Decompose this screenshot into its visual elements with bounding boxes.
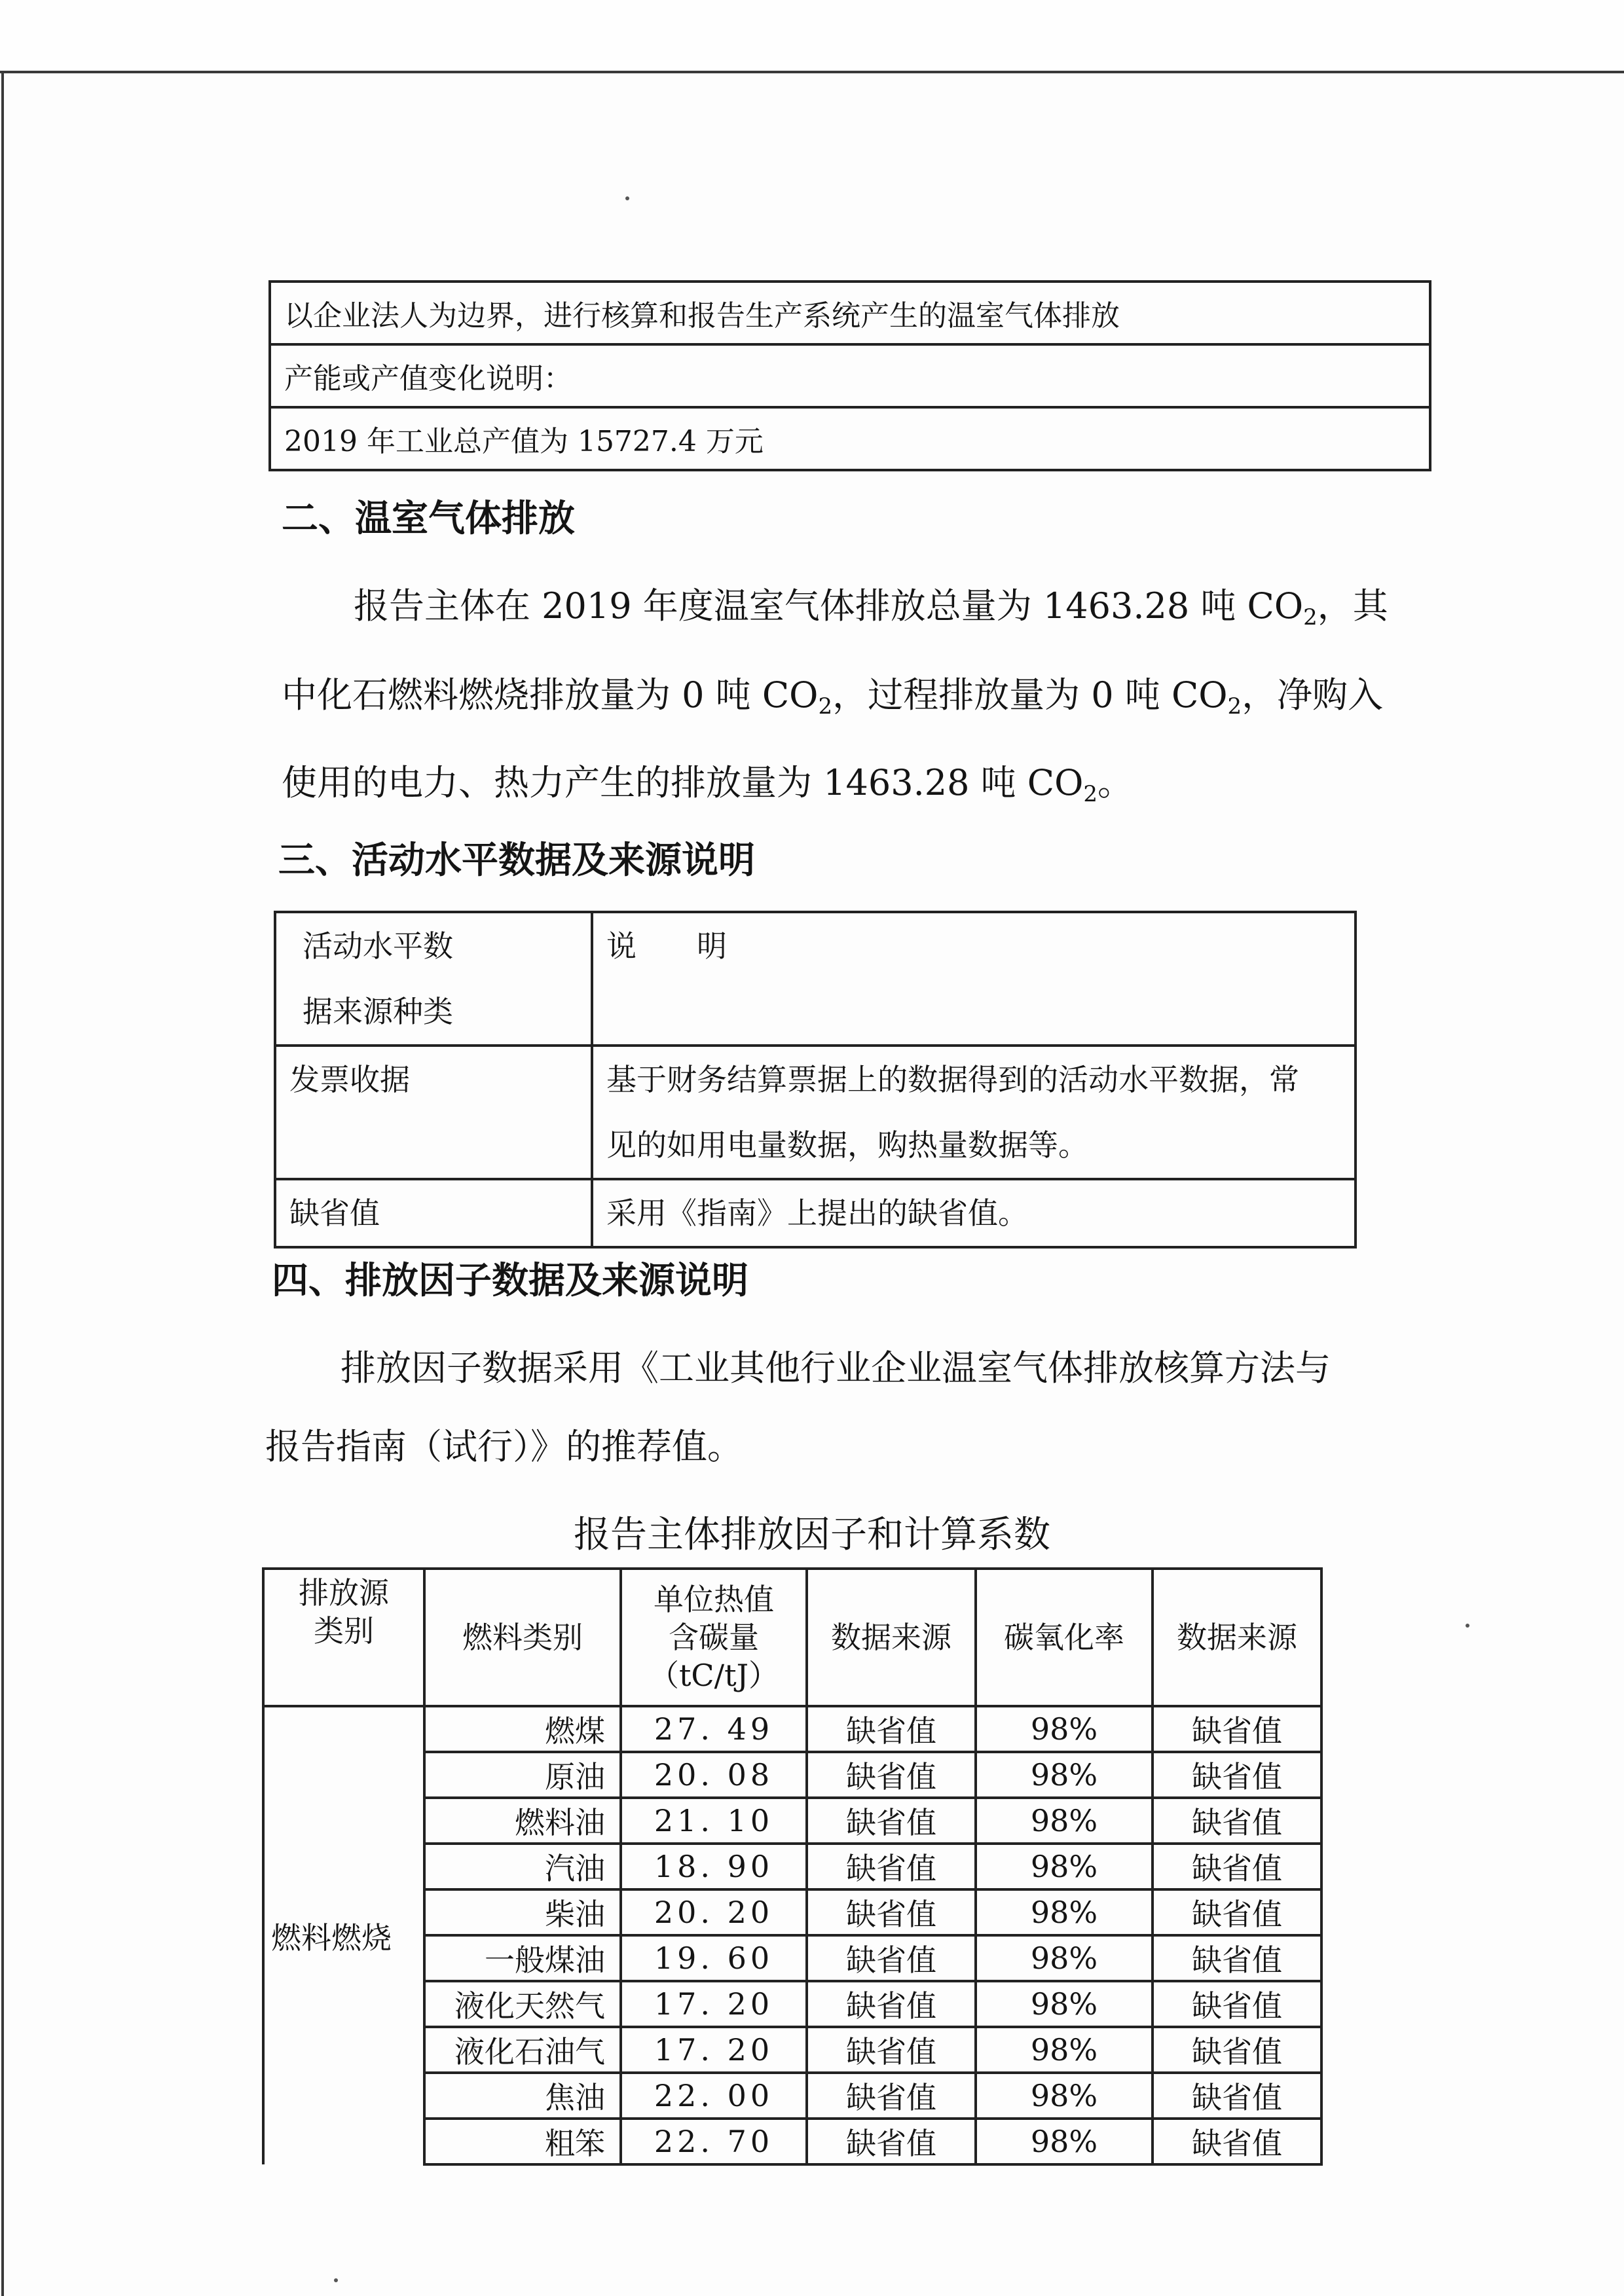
carbon-cell: 20. 08 [621,1752,807,1798]
carbon-cell: 21. 10 [621,1798,807,1844]
fuel-cell: 汽油 [424,1844,621,1889]
source-type-cell: 发票收据 [275,1046,592,1179]
output-value-text: 2019 年工业总产值为 15727.4 万元 [270,407,1430,470]
scan-edge-left [1,72,4,2296]
source-cell: 缺省值 [807,1935,976,1981]
description-cell: 采用《指南》上提出的缺省值。 [592,1179,1356,1247]
oxidation-cell: 98% [976,1981,1153,2027]
carbon-cell: 22. 70 [621,2119,807,2164]
carbon-cell: 17. 20 [621,1981,807,2027]
source-type-cell: 缺省值 [275,1179,592,1247]
source-cell-2: 缺省值 [1153,2073,1321,2119]
carbon-cell: 19. 60 [621,1935,807,1981]
table-row [270,344,1430,407]
section2-line2: 中化石燃料燃烧排放量为 0 吨 $CO_2$，过程排放量为 0 吨 $CO_2$，净购入 [282,674,1384,720]
source-cell-2: 缺省值 [1153,1706,1321,1752]
fuel-cell: 一般煤油 [424,1935,621,1981]
section2-line3: 使用的电力、热力产生的排放量为 1463.28 吨 $CO_2$。 [282,762,1134,807]
source-cell: 缺省值 [807,2119,976,2164]
table-row [263,1706,1321,1752]
source-cell-2: 缺省值 [1153,2027,1321,2073]
oxidation-cell: 98% [976,2027,1153,2073]
fuel-cell: 原油 [424,1752,621,1798]
capacity-change-label: 产能或产值变化说明： [270,344,1430,407]
section2-line1: 报告主体在 2019 年度温室气体排放总量为 1463.28 吨 $CO_2$，其 [354,585,1388,630]
header-carbon-content: 单位热值 含碳量 （tC/tJ） [621,1569,807,1706]
source-cell: 缺省值 [807,1889,976,1935]
table-row [270,282,1430,344]
oxidation-cell: 98% [976,1706,1153,1752]
oxidation-cell: 98% [976,1752,1153,1798]
source-cell: 缺省值 [807,2027,976,2073]
oxidation-cell: 98% [976,1889,1153,1935]
source-cell-2: 缺省值 [1153,1844,1321,1889]
section2-heading: 二、温室气体排放 [282,497,575,540]
activity-data-table [274,911,1357,1248]
scan-speck [625,196,629,200]
fuel-cell: 液化天然气 [424,1981,621,2027]
section4-line2: 报告指南（试行）》的推荐值。 [265,1426,743,1467]
source-cell-2: 缺省值 [1153,2119,1321,2164]
source-cell-2: 缺省值 [1153,1798,1321,1844]
boundary-table [268,280,1431,471]
carbon-cell: 27. 49 [621,1706,807,1752]
carbon-cell: 20. 20 [621,1889,807,1935]
source-cell-2: 缺省值 [1153,1981,1321,2027]
source-cell: 缺省值 [807,1752,976,1798]
section3-heading: 三、活动水平数据及来源说明 [278,839,755,882]
table-row [270,407,1430,470]
header-description: 说 明 [592,912,1356,1046]
scan-edge-top [0,71,1624,73]
header-data-source-2: 数据来源 [1153,1569,1321,1706]
scan-top-margin [0,0,1624,71]
source-cell: 缺省值 [807,1844,976,1889]
fuel-cell: 燃料油 [424,1798,621,1844]
description-cell: 基于财务结算票据上的数据得到的活动水平数据，常 见的如用电量数据，购热量数据等。 [592,1046,1356,1179]
fuel-cell: 燃煤 [424,1706,621,1752]
oxidation-cell: 98% [976,2119,1153,2164]
table-row [275,1046,1356,1179]
oxidation-cell: 98% [976,1798,1153,1844]
source-cell: 缺省值 [807,1981,976,2027]
fuel-cell: 粗笨 [424,2119,621,2164]
table-row [275,912,1356,1046]
category-cell: 燃料燃烧 [263,1706,424,2164]
header-data-source: 数据来源 [807,1569,976,1706]
section4-heading: 四、排放因子数据及来源说明 [272,1259,748,1302]
oxidation-cell: 98% [976,1844,1153,1889]
header-source-type: 活动水平数 据来源种类 [275,912,592,1046]
scan-speck [1466,1624,1469,1628]
carbon-cell: 18. 90 [621,1844,807,1889]
table-caption: 报告主体排放因子和计算系数 [574,1514,1050,1556]
oxidation-cell: 98% [976,1935,1153,1981]
header-fuel-type: 燃料类别 [424,1569,621,1706]
fuel-cell: 焦油 [424,2073,621,2119]
table-row [275,1179,1356,1247]
emission-factor-table [262,1567,1323,2166]
source-cell: 缺省值 [807,1706,976,1752]
source-cell-2: 缺省值 [1153,1752,1321,1798]
oxidation-cell: 98% [976,2073,1153,2119]
source-cell: 缺省值 [807,1798,976,1844]
fuel-cell: 液化石油气 [424,2027,621,2073]
boundary-text: 以企业法人为边界，进行核算和报告生产系统产生的温室气体排放 [270,282,1430,344]
fuel-cell: 柴油 [424,1889,621,1935]
header-oxidation-rate: 碳氧化率 [976,1569,1153,1706]
scan-speck [334,2278,338,2282]
header-source-category: 排放源 类别 [263,1569,424,1706]
source-cell-2: 缺省值 [1153,1889,1321,1935]
source-cell-2: 缺省值 [1153,1935,1321,1981]
carbon-cell: 22. 00 [621,2073,807,2119]
table-header-row [263,1569,1321,1706]
source-cell: 缺省值 [807,2073,976,2119]
carbon-cell: 17. 20 [621,2027,807,2073]
section4-line1: 排放因子数据采用《工业其他行业企业温室气体排放核算方法与 [341,1347,1331,1389]
